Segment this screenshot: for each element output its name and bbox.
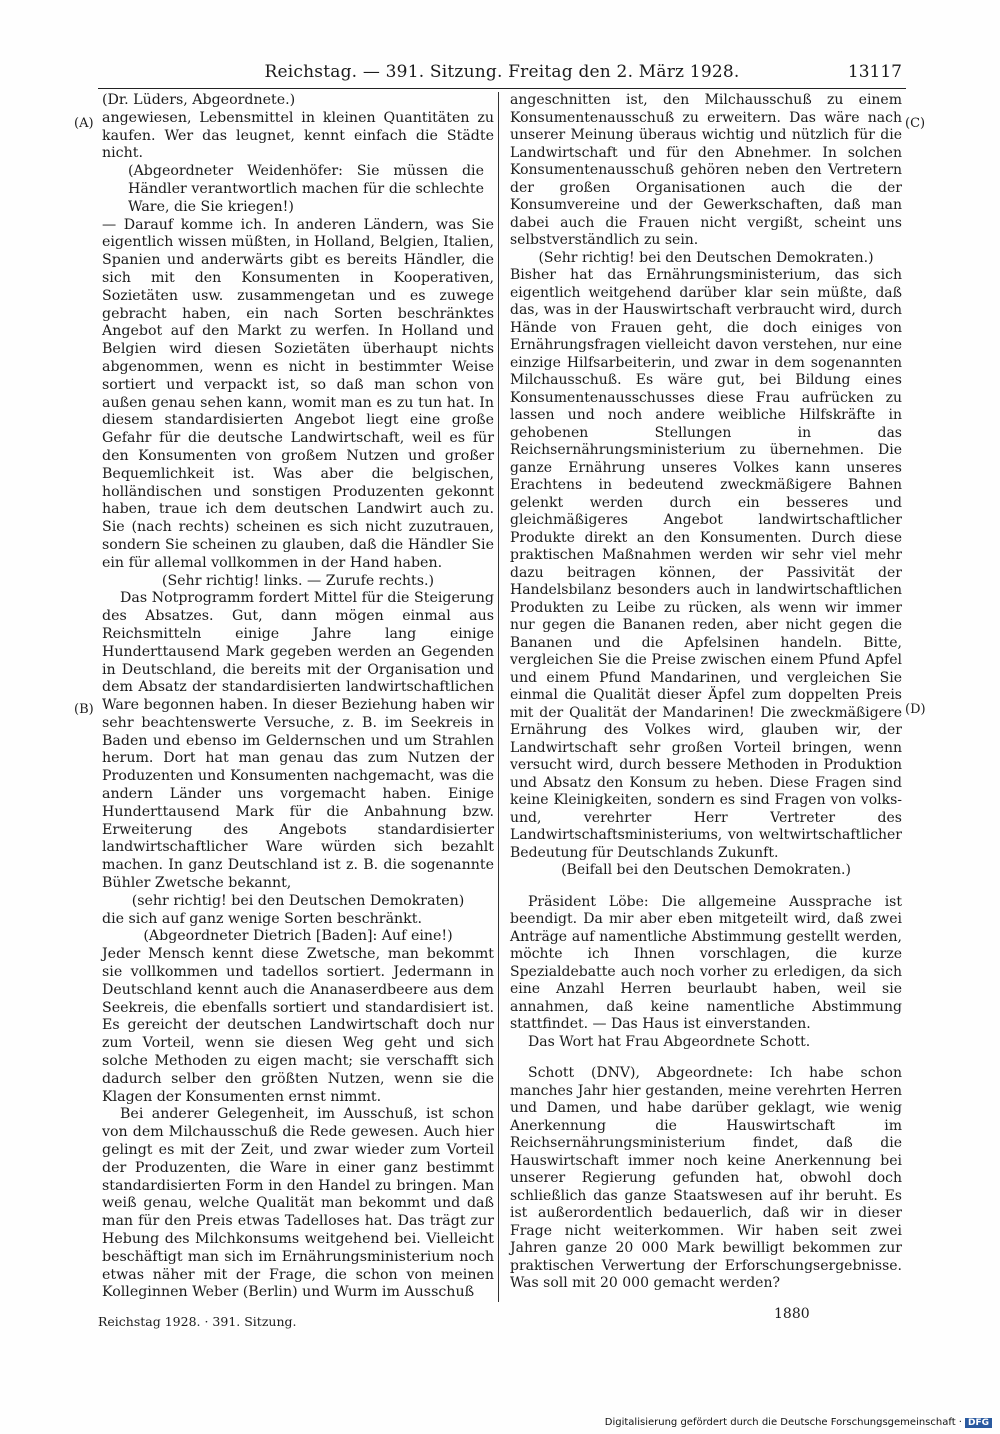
interjection: (Abgeordneter Weidenhöfer: Sie müssen die Händler verantwortlich machen für die schlechte Ware, die Sie kriegen!) xyxy=(128,163,484,215)
page-number: 13117 xyxy=(847,62,902,82)
paragraph: (Dr. Lüders, Abgeordnete.) xyxy=(102,92,296,108)
paragraph: — Darauf komme ich. In anderen Ländern, was Sie eigentlich wissen müßten, in Holland, Belgien, Italien, Spanien und anderwärts gibt es bereits Händler, die sich mit den Konsumenten in Kooperativen, Sozietäten usw. zusammengetan und es zuwege gebracht haben, ein nach Sorten beschränktes Angebot auf den Markt zu werfen. In Holland und Belgien wird diesen Sozietäten überhaupt nichts abgenommen, wenn es nicht in bestimmter Weise sortiert und verpackt ist, so daß man schon von außen genau sehen kann, womit man es zu tun hat. In diesem standardisierten Angebot liegt eine große Gefahr für die deutsche Landwirtschaft, weil es für den Konsumenten von großem Nutzen und großer Bequemlichkeit ist. Was aber die belgischen, holländischen und sonstigen Produzenten gekonnt haben, traue ich dem deutschen Landwirt auch zu. Sie (nach rechts) scheinen es sich nicht zuzutrauen, sondern Sie scheinen zu glauben, daß die Händler Sie ein für allemal vollkommen in der Hand haben. xyxy=(102,216,494,571)
interjection: (Beifall bei den Deutschen Demokraten.) xyxy=(561,862,851,878)
paragraph: Bei anderer Gelegenheit, im Ausschuß, ist schon von dem Milchausschuß die Rede gewesen. Auch hier gelingt es mit der Zeit, und zwar wieder zum Vorteil der Produzenten, die Ware in einer ganz bestimmt standardisierten Form in den Handel zu bringen. Man weiß genau, welche Qualität man bekommt und daß man für den Preis etwas Tadelloses hat. Das trägt zur Hebung des Milchkonsums weitgehend bei. Vielleicht beschäftigt man sich im Ernährungsministerium noch etwas näher mit der Frage, die schon von meinen Kolleginnen Weber (Berlin) und Wurm im Ausschuß xyxy=(102,1106,494,1301)
paragraph: Schott (DNV), Abgeordnete: Ich habe schon manches Jahr hier gestanden, meine verehrten Herren und Damen, und habe darüber geklagt, wie wenig Anerkennung die Hauswirtschaft im Reichsernährungsministerium findet, daß die Hauswirtschaft immer noch keine Anerkennung bei unserer Regierung gefunden hat, obwohl doch schließlich das ganze Staatswesen auf ihr beruht. Es ist außerordentlich bedauerlich, daß wir in dieser Frage nicht weiterkommen. Wir haben seit zwei Jahren ganze 20 000 Mark bewilligt bekommen zur praktischen Verwertung der Erforschungsergebnisse. Was soll mit 20 000 gemacht werden? xyxy=(510,1065,902,1291)
left-column xyxy=(102,92,494,1302)
column-divider xyxy=(498,92,499,1302)
paragraph: Präsident Löbe: Die allgemeine Aussprache ist beendigt. Da mir aber eben mitgeteilt wird, daß zwei Anträge auf namentliche Abstimmung gestellt werden, möchte ich Ihnen vorschlagen, die kurze Spezialdebatte auch noch vorher zu erledigen, da sich eine Anzahl Herren beurlaubt haben, weil sie annahmen, daß keine namentliche Abstimmung stattfindet. — Das Haus ist einverstanden. xyxy=(510,893,902,1032)
paragraph: Bisher hat das Ernährungsministerium, das sich eigentlich weitgehend darüber klar sein müßte, daß das, was in der Hauswirtschaft verbraucht wird, durch Hände von Frauen geht, die doch einiges von Ernährungsfragen vielleicht davon verstehen, nur eine einzige Hilfsarbeiterin, und zwar in dem sogenannten Milchausschuß. Es wäre gut, bei Bildung eines Konsumentenausschusses diese Frau aufrücken zu lassen und noch andere weibliche Hilfskräfte in gehobenen Stellungen in das Reichsernährungsministerium zu übernehmen. Die ganze Ernährung unseres Volkes kann unseres Erachtens in bedeutend zweckmäßigere Bahnen gelenkt werden durch ein besseres und gleichmäßigeres Angebot landwirtschaftlicher Produkte direkt an den Konsumenten. Durch diese praktischen Maßnahmen werden wir sehr viel mehr dazu beitragen können, der Passivität der Handelsbilanz besonders auch in landwirtschaftlichen Produkten zu Leibe zu rücken, als wenn wir immer nur gegen die Bananen reden, aber nicht gegen die Bananen und die Apfelsinen handeln. Bitte, vergleichen Sie die Preise zwischen einem Pfund Apfel und einem Pfund Mandarinen, und vergleichen Sie einmal die Qualität dieser Äpfel zum doppelten Preis mit der Qualität der Mandarinen! Die zweckmäßigere Ernährung des Volkes wird, glauben wir, der Landwirtschaft sehr großen Vorteil bringen, wenn versucht wird, durch bessere Methoden in Produktion und Absatz den Konsum zu heben. Diese Fragen sind keine Kleinigkeiten, sondern es sind Fragen von volks- und, verehrter Herr Vertreter des Landwirtschaftsministeriums, von weltwirtschaftlicher Bedeutung für Deutschlands Zukunft. xyxy=(510,267,902,861)
paragraph: angewiesen, Lebensmittel in kleinen Quantitäten zu kaufen. Wer das leugnet, kennt einfach die Städte nicht. xyxy=(102,109,494,162)
paragraph: Das Wort hat Frau Abgeordnete Schott. xyxy=(528,1033,811,1050)
header-rule xyxy=(98,88,906,89)
page-header xyxy=(98,62,906,86)
interjection: (sehr richtig! bei den Deutschen Demokraten) xyxy=(131,892,465,909)
margin-marker-a: (A) xyxy=(74,116,94,131)
interjection: (Abgeordneter Dietrich [Baden]: Auf eine!) xyxy=(143,928,453,945)
paragraph: angeschnitten ist, den Milchausschuß zu einem Konsumentenausschuß zu erweitern. Das wäre nach unserer Meinung überaus wichtig und nützlich für die Landwirtschaft und für den Abnehmer. In solchen Konsumentenausschuß gehören neben den Vertretern der großen Organisationen auch die der Konsumvereine und der Gewerkschaften, daß man dabei auch die Frauen nicht vergißt, scheint uns selbstverständlich zu sein. xyxy=(510,92,902,248)
dfg-credit-text: Digitalisierung gefördert durch die Deutsche Forschungsgemeinschaft · xyxy=(604,1417,962,1428)
right-column xyxy=(510,92,902,1293)
paragraph: Jeder Mensch kennt diese Zwetsche, man bekommt sie vollkommen und tadellos sortiert. Jedermann in Deutschland kennt auch die Ananaserdbeere aus dem Seekreis, die ebenfalls sortiert und standardisiert ist. Es gereicht der deutschen Landwirtschaft doch nur zum Vorteil, wenn sie diesen Weg geht und sich solche Methoden zu eigen macht; sie verschafft sich dadurch selber den größten Nutzen, wenn sie die Klagen der Konsumenten ernst nimmt. xyxy=(102,946,494,1105)
margin-marker-c: (C) xyxy=(905,116,926,131)
footer-number: 1880 xyxy=(774,1306,810,1322)
interjection: (Sehr richtig! links. — Zurufe rechts.) xyxy=(161,572,435,589)
margin-marker-b: (B) xyxy=(74,702,94,717)
margin-marker-d: (D) xyxy=(905,702,926,717)
dfg-credit xyxy=(605,1417,992,1428)
interjection: (Sehr richtig! bei den Deutschen Demokraten.) xyxy=(538,249,874,266)
paragraph: Das Notprogramm fordert Mittel für die Steigerung des Absatzes. Gut, dann mögen einmal aus Reichsmitteln einige Jahre lang einige Hunderttausend Mark gegeben werden an Gegenden in Deutschland, die bereits mit der Organisation und dem Absatz der standardisierten landwirtschaftlichen Ware begonnen haben. In dieser Beziehung haben wir sehr beachtenswerte Versuche, z. B. im Seekreis in Baden und ebenso im Geldernschen und um Strahlen herum. Dort hat man genau das zum Nutzen der Produzenten und Konsumenten nachgemacht, was die andern Länder uns vorgemacht haben. Einige Hunderttausend Mark für die Anbahnung bzw. Erweiterung des Angebots standardisierter landwirtschaftlicher Ware würden sich bezahlt machen. In ganz Deutschland ist z. B. die sogenannte Bühler Zwetsche bekannt, xyxy=(102,590,494,892)
footer-sitting-ref: Reichstag 1928. · 391. Sitzung. xyxy=(98,1314,297,1329)
paragraph: die sich auf ganz wenige Sorten beschränkt. xyxy=(102,910,422,927)
dfg-logo: DFG xyxy=(965,1418,992,1428)
running-head: Reichstag. — 391. Sitzung. Freitag den 2. März 1928. xyxy=(264,62,740,82)
